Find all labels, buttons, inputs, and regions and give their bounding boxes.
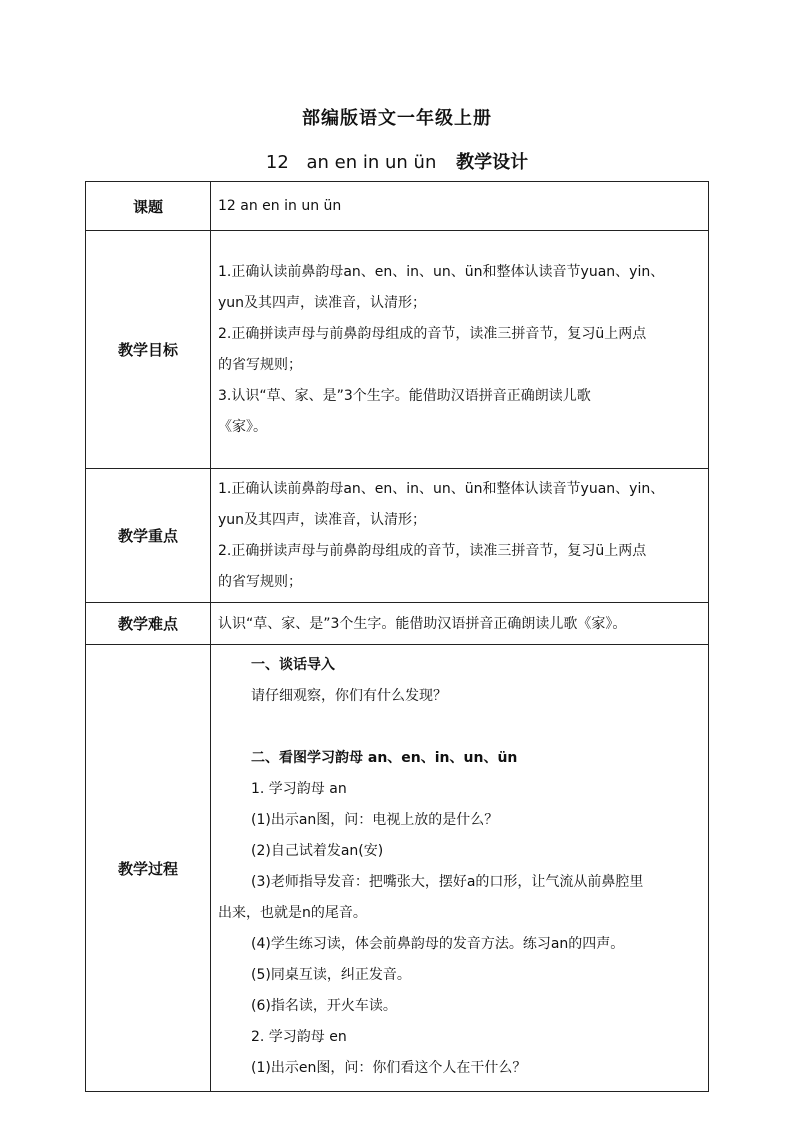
process-line: (2)自己试着发an(安)	[251, 843, 384, 859]
focus-line: yun及其四声，读准音，认清形；	[218, 511, 427, 528]
focus-label: 教学重点	[86, 469, 211, 603]
table-row-topic	[86, 182, 709, 231]
process-label: 教学过程	[86, 645, 211, 1092]
topic-value: 12 an en in un ün	[211, 182, 709, 231]
goals-line: 2.正确拼读声母与前鼻韵母组成的音节，读准三拼音节，复习ü上两点	[218, 325, 647, 342]
process-line: 请仔细观察，你们有什么发现？	[251, 688, 447, 704]
focus-line: 的省写规则；	[218, 573, 302, 590]
table-row-process	[86, 645, 709, 1092]
subtitle-finals: an en in un ün	[306, 152, 437, 173]
process-line: (1)出示an图，问：电视上放的是什么？	[251, 812, 499, 828]
process-line: (5)同桌互读，纠正发音。	[251, 967, 411, 983]
process-line: 出来，也就是n的尾音。	[218, 905, 367, 921]
process-content	[211, 645, 709, 1092]
process-line: (1)出示en图，问：你们看这个人在干什么？	[251, 1060, 527, 1076]
section-heading: 一、谈话导入	[251, 657, 335, 673]
difficulty-value: 认识“草、家、是”3个生字。能借助汉语拼音正确朗读儿歌《家》。	[211, 603, 709, 645]
table-row-goals	[86, 231, 709, 469]
page-subtitle	[0, 148, 794, 174]
table-row-difficulty	[86, 603, 709, 645]
process-line: (6)指名读，开火车读。	[251, 998, 397, 1014]
section-heading: 二、看图学习韵母 an、en、in、un、ün	[251, 750, 518, 766]
focus-line: 1.正确认读前鼻韵母an、en、in、un、ün和整体认读音节yuan、yin、	[218, 480, 665, 497]
goals-line: 1.正确认读前鼻韵母an、en、in、un、ün和整体认读音节yuan、yin、	[218, 263, 665, 280]
topic-label: 课题	[86, 182, 211, 231]
page-title: 部编版语文一年级上册	[302, 108, 492, 129]
blank-line	[218, 712, 702, 743]
process-line: (4)学生练习读，体会前鼻韵母的发音方法。练习an的四声。	[251, 936, 625, 952]
lesson-plan-table	[85, 181, 709, 1092]
step-heading: 1. 学习韵母 an	[251, 781, 347, 797]
step-heading: 2. 学习韵母 en	[251, 1029, 347, 1045]
goals-label: 教学目标	[86, 231, 211, 469]
subtitle-heading: 教学设计	[456, 152, 529, 173]
focus-line: 2.正确拼读声母与前鼻韵母组成的音节，读准三拼音节，复习ü上两点	[218, 542, 647, 559]
table-row-focus	[86, 469, 709, 603]
process-line: (3)老师指导发音：把嘴张大，摆好a的口形，让气流从前鼻腔里	[251, 874, 644, 890]
goals-line: 的省写规则；	[218, 356, 302, 373]
goals-content	[211, 231, 709, 469]
subtitle-lesson-number: 12	[265, 152, 289, 173]
difficulty-label: 教学难点	[86, 603, 211, 645]
focus-content	[211, 469, 709, 603]
goals-line: 3.认识“草、家、是”3个生字。能借助汉语拼音正确朗读儿歌	[218, 387, 591, 404]
goals-line: 《家》。	[218, 418, 267, 435]
goals-line: yun及其四声，读准音，认清形；	[218, 294, 427, 311]
